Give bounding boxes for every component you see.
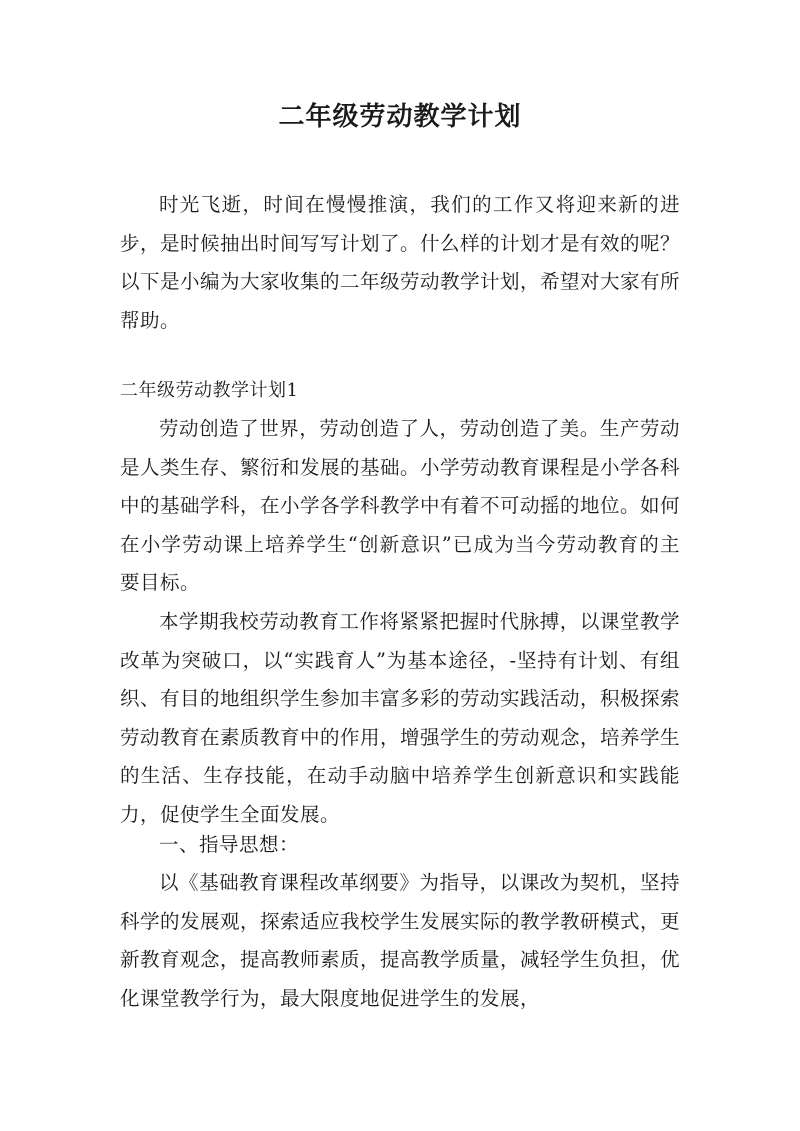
paragraph-3: 以《基础教育课程改革纲要》为指导，以课改为契机，坚持科学的发展观，探索适应我校学生发展实际的教学教研模式，更新教育观念，提高教师素质，提高教学质量，减轻学生负担，优化课堂教学行为，最大限度地促进学生的发展， xyxy=(120,871,681,1010)
section-heading-block xyxy=(120,372,680,411)
intro-paragraph-block xyxy=(120,186,680,340)
paragraph-3-block xyxy=(120,864,680,1018)
paragraph-1: 劳动创造了世界，劳动创造了人，劳动创造了美。生产劳动是人类生存、繁衍和发展的基础。小学劳动教育课程是小学各科中的基础学科，在小学各学科教学中有着不可动摇的地位。如何在小学劳动课上培养学生“创新意识”已成为当今劳动教育的主要目标。 xyxy=(120,417,681,594)
guide-heading: 一、指导思想： xyxy=(159,833,300,856)
paragraph-2: 本学期我校劳动教育工作将紧紧把握时代脉搏，以课堂教学改革为突破口，以“实践育人”为基本途径，-坚持有计划、有组织、有目的地组织学生参加丰富多彩的劳动实践活动，积极探索劳动教育在素质教育中的作用，增强学生的劳动观念，培养学生的生活、生存技能，在动手动脑中培养学生创新意识和实践能力，促使学生全面发展。 xyxy=(120,610,681,826)
section-heading: 二年级劳动教学计划1 xyxy=(120,380,299,401)
paragraph-1-block xyxy=(120,410,680,603)
intro-paragraph: 时光飞逝，时间在慢慢推演，我们的工作又将迎来新的进步，是时候抽出时间写写计划了。什么样的计划才是有效的呢？以下是小编为大家收集的二年级劳动教学计划，希望对大家有所帮助。 xyxy=(120,193,681,332)
paragraph-2-block xyxy=(120,603,680,834)
document-title: 二年级劳动教学计划 xyxy=(278,102,522,132)
guide-heading-block xyxy=(120,826,680,865)
